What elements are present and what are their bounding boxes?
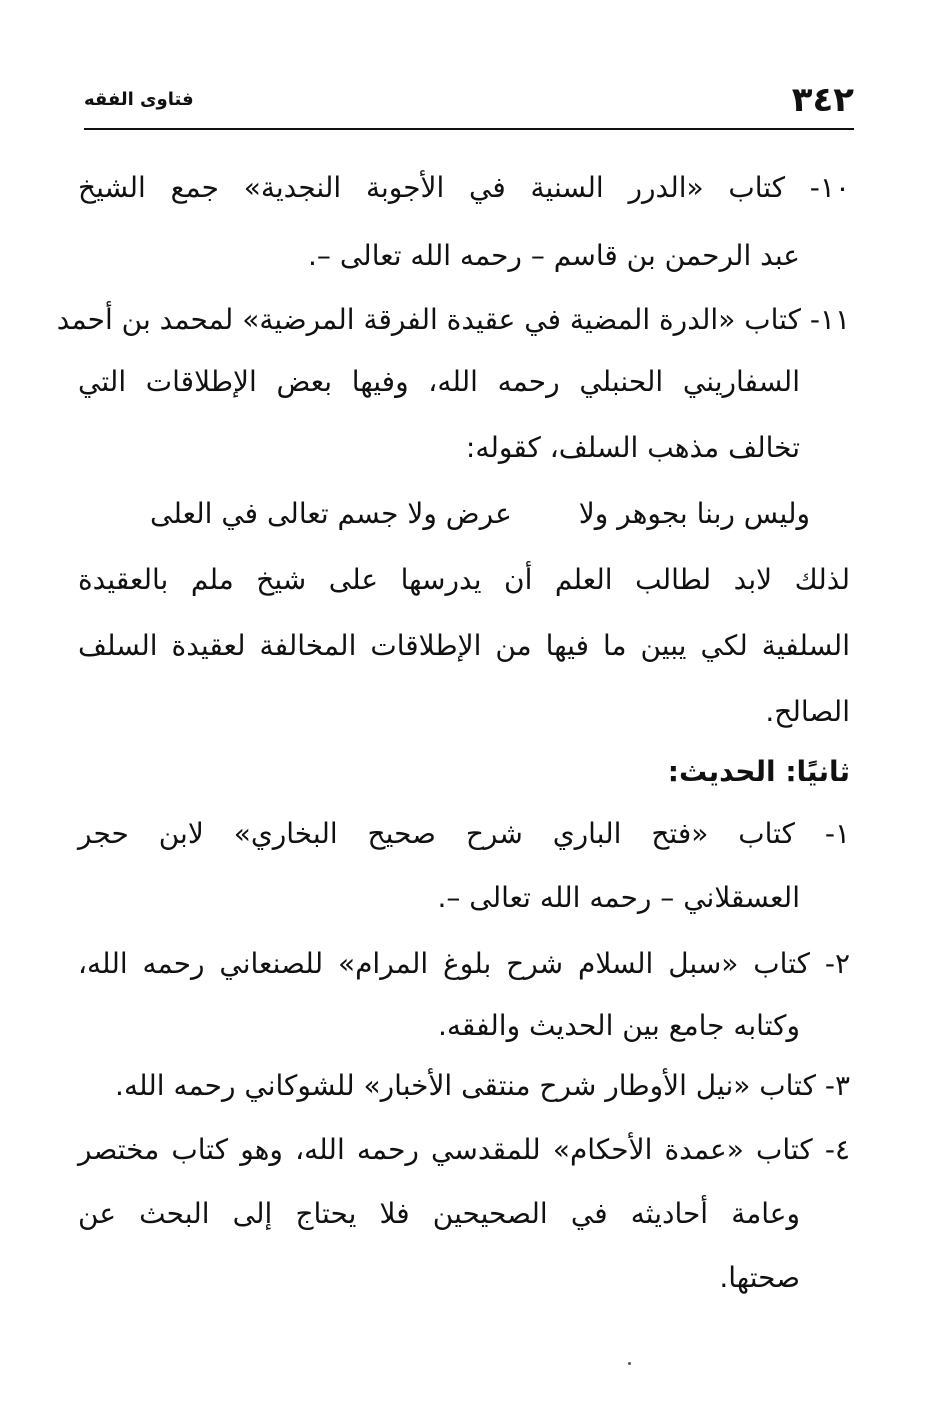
poem-verse	[150, 490, 810, 538]
paragraph-line-3: الصالح.	[765, 695, 850, 728]
item-11-line-1: ١١- كتاب «الدرة المضية في عقيدة الفرقة المرضية» لمحمد بن أحمد	[56, 303, 850, 336]
page-header	[84, 80, 854, 120]
header-rule	[84, 128, 854, 130]
page-number: ٣٤٢	[791, 80, 854, 120]
hadith-item-1-line-1: ١- كتاب «فتح الباري شرح صحيح البخاري» لابن حجر	[78, 817, 850, 850]
running-title: فتاوى الفقه	[84, 89, 194, 110]
verse-second-hemistich: عرض ولا جسم تعالى في العلى	[150, 497, 512, 530]
paragraph-line-1: لذلك لابد لطالب العلم أن يدرسها على شيخ ملم بالعقيدة	[78, 563, 850, 596]
scan-speck	[628, 1362, 631, 1365]
hadith-item-2-line-2: وكتابه جامع بين الحديث والفقه.	[438, 1009, 800, 1042]
hadith-item-2-line-1: ٢- كتاب «سبل السلام شرح بلوغ المرام» للصنعاني رحمه الله،	[78, 947, 850, 980]
hadith-item-4-line-1: ٤- كتاب «عمدة الأحكام» للمقدسي رحمه الله، وهو كتاب مختصر	[78, 1133, 850, 1166]
section-heading-hadith: ثانيًا: الحديث:	[667, 755, 850, 788]
hadith-item-4-line-2: وعامة أحاديثه في الصحيحين فلا يحتاج إلى البحث عن	[78, 1197, 800, 1230]
item-10-line-2: عبد الرحمن بن قاسم – رحمه الله تعالى –.	[308, 239, 800, 272]
hadith-item-1-line-2: العسقلاني – رحمه الله تعالى –.	[437, 881, 800, 914]
paragraph-line-2: السلفية لكي يبين ما فيها من الإطلاقات المخالفة لعقيدة السلف	[78, 629, 850, 662]
item-10-line-1: ١٠- كتاب «الدرر السنية في الأجوبة النجدية» جمع الشيخ	[78, 171, 850, 204]
hadith-item-4-line-3: صحتها.	[719, 1261, 800, 1294]
verse-first-hemistich: وليس ربنا بجوهر ولا	[578, 497, 810, 530]
item-11-line-3: تخالف مذهب السلف، كقوله:	[465, 431, 800, 464]
item-11-line-2: السفاريني الحنبلي رحمه الله، وفيها بعض الإطلاقات التي	[78, 365, 800, 398]
hadith-item-3: ٣- كتاب «نيل الأوطار شرح منتقى الأخبار» للشوكاني رحمه الله.	[115, 1069, 850, 1102]
